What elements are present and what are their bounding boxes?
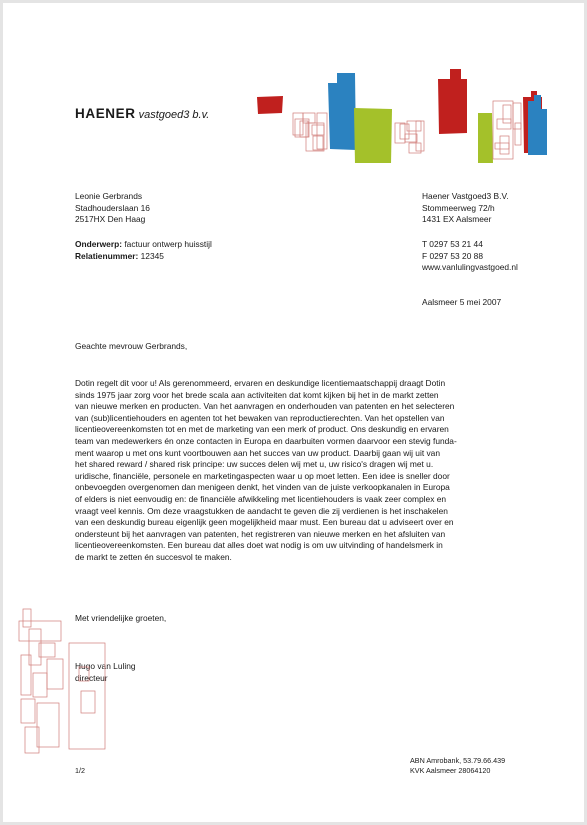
- sender-website: www.vanlulingvastgoed.nl: [422, 262, 518, 272]
- signature-title: directeur: [75, 672, 108, 683]
- recipient-address: [75, 191, 150, 226]
- signature-name: Hugo van Luling: [75, 661, 136, 671]
- body-line: uridische, financiële, personele en marketingaspecten waar u op moet letten. Een idee is sneller door: [75, 470, 450, 481]
- salutation: Geachte mevrouw Gerbrands,: [75, 341, 188, 351]
- body-line: Dotin regelt dit voor u! Als gerenommeerd, ervaren en deskundige licentiemaatschappij draagt Dotin: [75, 378, 446, 388]
- relation-value: 12345: [140, 250, 164, 261]
- body-line: team van medewerkers én onze contacten in Europa en daarbuiten vormen daarvoor een stevig funda-: [75, 435, 457, 446]
- subject-line: [75, 239, 212, 251]
- outline-artwork: [9, 603, 109, 763]
- sender-city: 1431 EX Aalsmeer: [422, 214, 492, 224]
- page-number: 1/2: [75, 766, 85, 775]
- sender-phone: T 0297 53 21 44: [422, 239, 483, 249]
- bank-details: [410, 756, 505, 775]
- bank-account: ABN Amrobank, 53.79.66.439: [410, 756, 506, 765]
- body-line: onbevoegden overgenomen dan menigeen denkt, het vinden van de juiste verkoopkanalen in Europa: [75, 482, 450, 493]
- relation-line: [75, 251, 212, 263]
- reference-block: [75, 239, 212, 262]
- sender-street: Stommeerweg 72/h: [422, 202, 495, 213]
- letter-page: [3, 3, 584, 822]
- recipient-street: Stadhouderslaan 16: [75, 202, 150, 213]
- closing: Met vriendelijke groeten,: [75, 613, 167, 623]
- logo-subtitle: vastgoed3 b.v.: [138, 109, 210, 121]
- logo-brand: HAENER: [75, 106, 136, 121]
- body-line: de markt te zetten én succesvol te maken.: [75, 551, 232, 562]
- body-line: van een deskundig bureau eigenlijk geen mogelijkheid maar must. Een bureau dat u adviseert over en: [75, 517, 454, 528]
- recipient-city: 2517HX Den Haag: [75, 214, 146, 224]
- body-line: of elders is niet eenvoudig en: de financiële afwikkeling met licentiehouders is vaak zeer complex en: [75, 493, 447, 504]
- body-line: licentieovereenkomsten tot en met de marketing van een merk of product. Ons deskundig en ervaren: [75, 424, 449, 435]
- logo-artwork: [255, 61, 573, 163]
- sender-address: [422, 191, 509, 226]
- body-line: van nieuwe merken en producten. Van het aanvragen en onderhouden van patenten en het selecteren: [75, 401, 455, 412]
- body-line: ondersteunt bij het aanvragen van patenten, het registreren van nieuwe merken en het afsluiten van: [75, 528, 446, 539]
- body-line: sinds 1975 jaar zorg voor het brede scala aan activiteiten dat komt kijken bij het in de markt zetten: [75, 389, 439, 400]
- subject-label: Onderwerp:: [75, 239, 122, 249]
- body-line: van (sub)licentiehouders en agenten tot het bewaken van reproductierechten. Van het opstellen van: [75, 412, 445, 423]
- relation-label: Relatienummer:: [75, 250, 139, 261]
- body-line: vraagt veel kennis. Om deze vraagstukken de aandacht te geven die zij verdienen is het inschakelen: [75, 505, 448, 516]
- recipient-name: Leonie Gerbrands: [75, 191, 143, 201]
- body-line: het shared reward / shared risk principe: uw succes delen wij met u, uw risico's dragen wij met u.: [75, 459, 434, 470]
- sender-fax: F 0297 53 20 88: [422, 250, 484, 261]
- company-logo: [75, 106, 209, 121]
- sender-contact: [422, 239, 518, 274]
- letter-date: Aalsmeer 5 mei 2007: [422, 297, 502, 307]
- body-line: ment waarop u met ons kunt voortbouwen aan het succes van uw product. Daarbij gaan wij uit van: [75, 447, 440, 458]
- sender-company: Haener Vastgoed3 B.V.: [422, 191, 509, 201]
- body-line: licentieovereenkomsten. Een bureau dat alles doet wat nodig is om uw uitvinding of handelsmerk in: [75, 540, 443, 551]
- subject-value: factuur ontwerp huisstijl: [124, 239, 212, 249]
- kvk-number: KVK Aalsmeer 28064120: [410, 765, 491, 775]
- letter-body: [75, 378, 493, 564]
